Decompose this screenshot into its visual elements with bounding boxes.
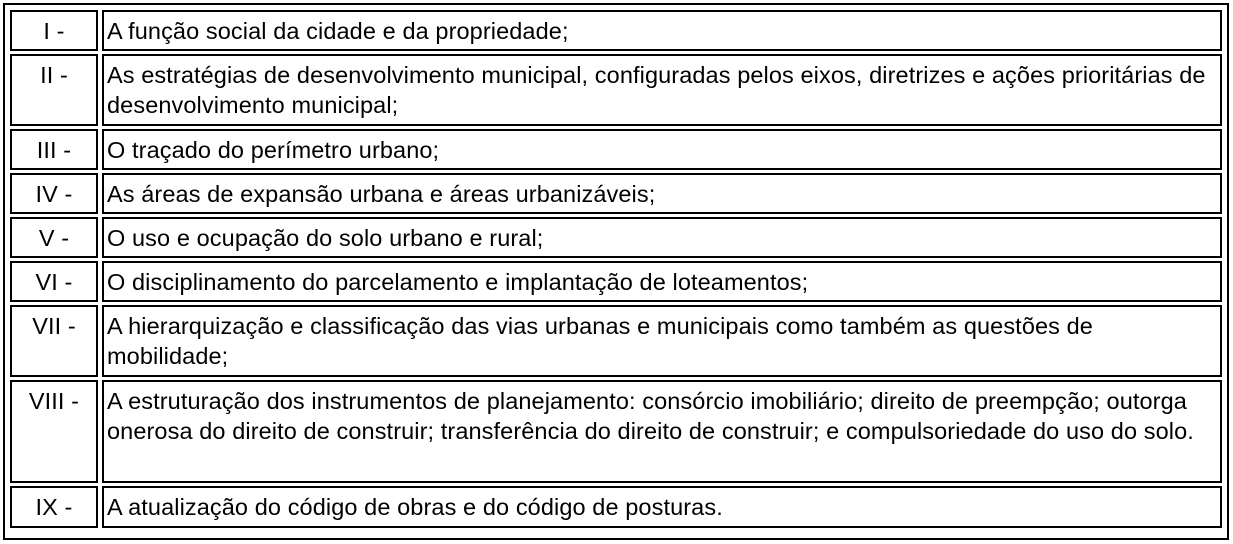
row-text: A hierarquização e classificação das vias urbanas e municipais como também as questões de mobilidade; bbox=[102, 305, 1222, 377]
items-table bbox=[6, 7, 1226, 531]
row-numeral: VII - bbox=[10, 305, 98, 377]
row-text: As áreas de expansão urbana e áreas urbanizáveis; bbox=[102, 173, 1222, 214]
table-row bbox=[10, 129, 1222, 170]
table-row bbox=[10, 305, 1222, 377]
table-row bbox=[10, 173, 1222, 214]
table-row bbox=[10, 261, 1222, 302]
row-numeral: VI - bbox=[10, 261, 98, 302]
row-numeral: VIII - bbox=[10, 380, 98, 483]
row-numeral: I - bbox=[10, 10, 98, 51]
table-row bbox=[10, 10, 1222, 51]
table-row bbox=[10, 486, 1222, 528]
table-row bbox=[10, 217, 1222, 258]
row-text: O disciplinamento do parcelamento e implantação de loteamentos; bbox=[102, 261, 1222, 302]
row-numeral: V - bbox=[10, 217, 98, 258]
row-numeral: III - bbox=[10, 129, 98, 170]
table-row bbox=[10, 380, 1222, 483]
row-text: A função social da cidade e da propriedade; bbox=[102, 10, 1222, 51]
row-text: O uso e ocupação do solo urbano e rural; bbox=[102, 217, 1222, 258]
table-row bbox=[10, 54, 1222, 126]
row-text: A atualização do código de obras e do código de posturas. bbox=[102, 486, 1222, 528]
row-text: A estruturação dos instrumentos de planejamento: consórcio imobiliário; direito de preempção; outorga onerosa do direito de construir; transferência do direito de construir; e compulsoriedade do uso do solo. bbox=[102, 380, 1222, 483]
row-numeral: IV - bbox=[10, 173, 98, 214]
row-numeral: II - bbox=[10, 54, 98, 126]
row-text: O traçado do perímetro urbano; bbox=[102, 129, 1222, 170]
row-numeral: IX - bbox=[10, 486, 98, 528]
row-text: As estratégias de desenvolvimento municipal, configuradas pelos eixos, diretrizes e ações prioritárias de desenvolvimento municipal; bbox=[102, 54, 1222, 126]
